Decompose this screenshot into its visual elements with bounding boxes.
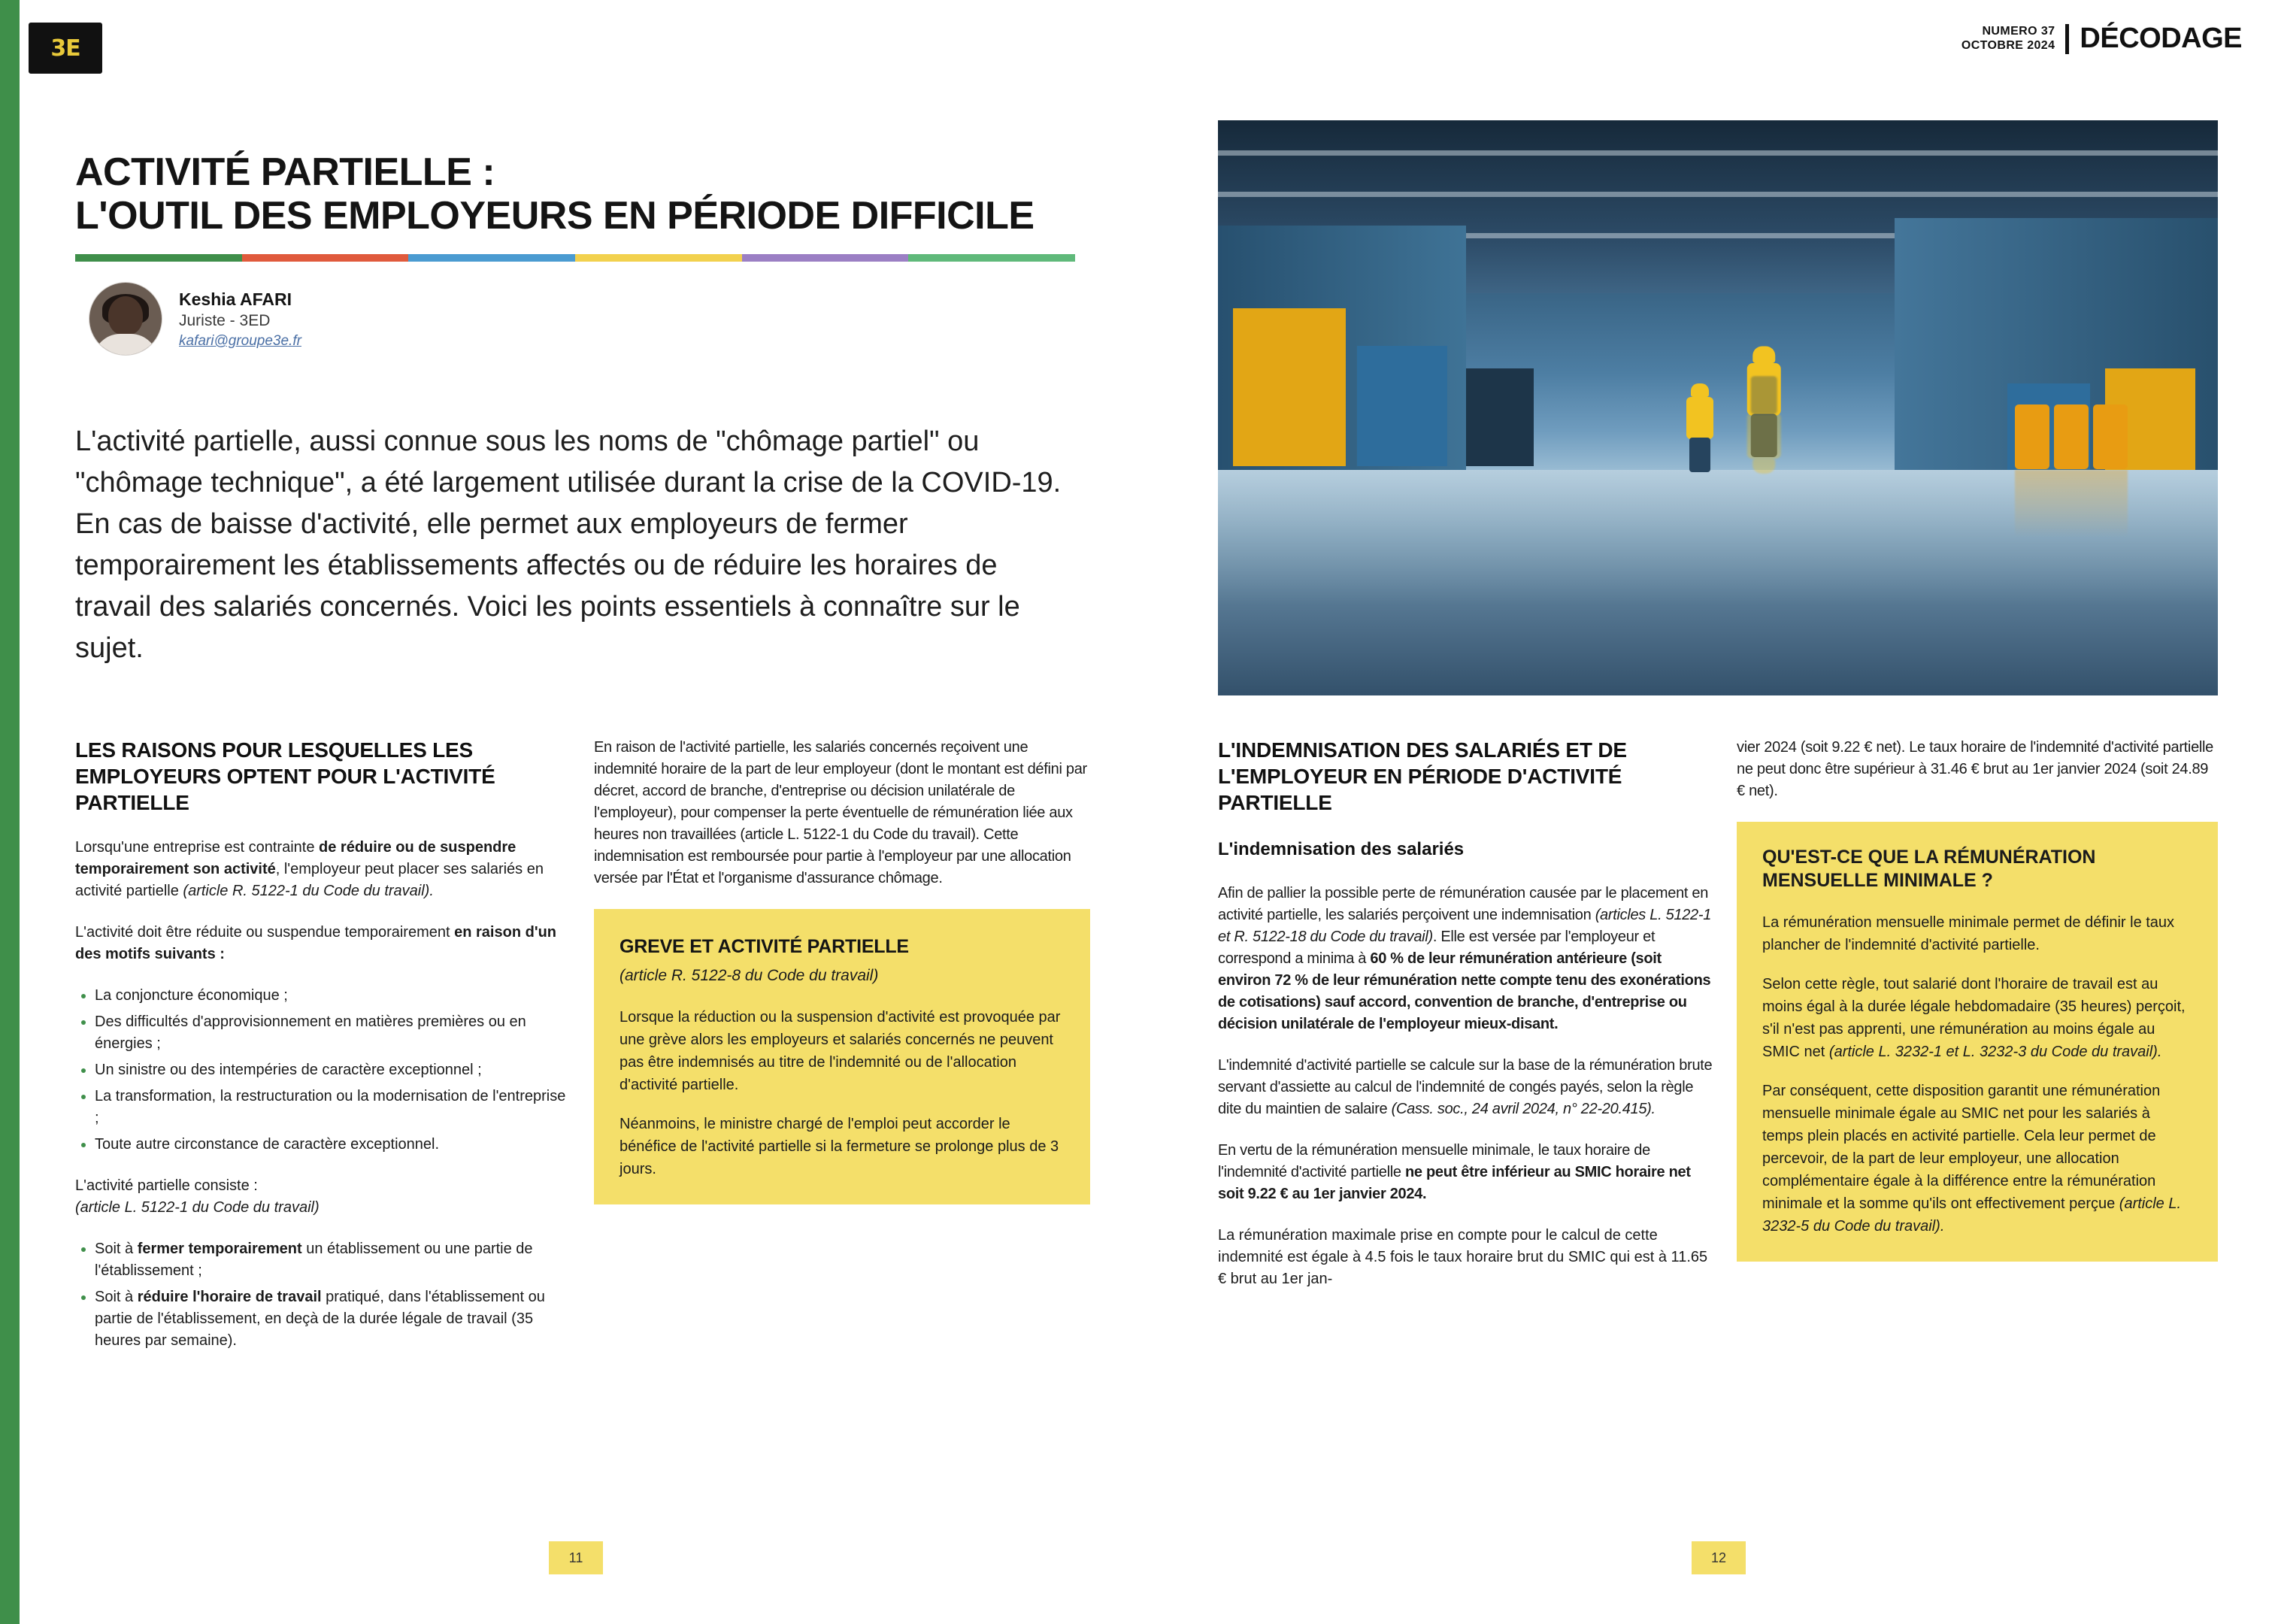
text-run: Afin de pallier la possible perte de rémunération causée par le placement en activité partielle, les salariés perçoivent une indemnisation [1218,884,1709,923]
text-run: L'activité doit être réduite ou suspendue temporairement [75,924,455,941]
list-item: • La conjoncture économique ; [95,985,571,1007]
avatar [89,282,162,356]
author-role: Juriste - 3ED [179,312,271,329]
brand-logo [29,23,102,74]
photo-barrel [2015,404,2049,469]
photo-worker [1684,383,1716,472]
text-run-bold: ne peut être inférieur au SMIC horaire net soit 9.22 € au 1er janvier 2024. [1218,1163,1691,1202]
author-name: Keshia AFARI [179,289,292,309]
avatar-body [93,334,158,356]
paragraph: La rémunération maximale prise en compte pour le calcul de cette indemnité est égale à 4.5 fois le taux horaire brut du SMIC qui est à 11.65 € brut au 1er jan- [1218,1226,1708,1287]
text-run-italic: (article L. 3232-1 et L. 3232-3 du Code du travail). [1828,1043,2162,1060]
photo-barrel [2054,404,2089,469]
text-run-italic: (article L. 3232-5 du Code du travail). [1762,1195,2182,1235]
reasons-list [75,985,571,1156]
text-run: L'indemnité d'activité partielle se calcule sur la base de la rémunération brute servant d'assiette au calcul de l'indemnité de congés payés, selon la règle dite du maintien de salaire [1218,1056,1713,1117]
photo-machine [1357,346,1447,466]
text-run-bold: de réduire ou de suspendre temporairement son activité [75,839,517,877]
callout-paragraph: La rémunération mensuelle minimale permet de définir le taux plancher de l'indemnité d'activité partielle. [1762,914,2175,953]
avatar-face [108,296,143,335]
callout-title: QU'EST-CE QUE LA RÉMUNÉRATION MENSUELLE MINIMALE ? [1762,847,2096,892]
text-run: Par conséquent, cette disposition garantit une rémunération mensuelle minimale égale au SMIC net pour les salariés à temps plein placés en activité partielle. Cela leur permet de percevoir, de la part de leur employeur, une allocation complémentaire égale à la différence entre la rémunération minimale et la somme qu'ils ont effectivement perçue [1762,1082,2161,1212]
text-run: Selon cette règle, tout salarié dont l'horaire de travail est au moins égal à la durée légale hebdomadaire (35 heures) perçoit, s'il n'est pas apprenti, une rémunération au moins égale au SMIC net [1762,975,2186,1060]
header-issue-number: NUMERO 37 [1982,25,2055,38]
section-heading-reasons: LES RAISONS POUR LESQUELLES LES EMPLOYEURS OPTENT POUR L'ACTIVITÉ PARTIELLE [75,738,495,814]
list-item: • Un sinistre ou des intempéries de caractère exceptionnel ; [95,1059,571,1081]
text-run-bold: fermer temporairement [137,1241,302,1257]
list-item [95,1238,571,1282]
subsection-heading-salaries: L'indemnisation des salariés [1218,839,1465,859]
column-3 [1218,737,1714,1310]
text-run: Lorsqu'une entreprise est contrainte [75,839,320,856]
rule-segment-orange [242,254,409,262]
header-section-label: DÉCODAGE [2080,23,2242,54]
text-run-bold: 60 % de leur rémunération antérieure (soit environ 72 % de leur rémunération nette compte tenu des exonérations de cotisations) sauf accord, convention de branche, d'entreprise ou décision unilatérale de l'employeur mieux-disant. [1218,950,1711,1032]
paragraph [75,837,571,902]
paragraph: En raison de l'activité partielle, les salariés concernés reçoivent une indemnité horaire de la part de leur employeur (dont le montant est défini par décret, accord de branche, d'entreprise ou décision unilatérale de l'employeur), pour compenser la perte éventuelle de rémunération liée aux heures non travaillées (article L. 5122-1 du Code du travail). Cette indemnisation est remboursée pour partie à l'employeur par une allocation versée par l'État et l'organisme d'assurance chômage. [594,739,1087,886]
paragraph [1218,1055,1714,1120]
text-run: pratiqué, dans l'établissement ou partie de l'établissement, en deçà de la durée légale de travail (35 heures par semaine). [95,1289,545,1349]
photo-worker-reflection [1744,376,1784,474]
text-run: , l'employeur peut placer ses salariés en activité partielle [75,861,544,899]
page-spine-accent [0,0,20,1624]
callout-minimum-monthly-pay [1737,822,2218,1262]
rule-segment-green2 [908,254,1075,262]
text-run: En vertu de la rémunération mensuelle minimale, le taux horaire de l'indemnité d'activité partielle [1218,1141,1650,1180]
photo-machine [1466,368,1534,466]
photo-beam [1218,150,2218,156]
callout-paragraph [1762,1080,2192,1238]
text-run: un établissement ou une partie de l'établissement ; [95,1241,533,1279]
header-divider [2065,24,2069,54]
header-issue-date: OCTOBRE 2024 [1961,38,2055,52]
page-title-line2: L'OUTIL DES EMPLOYEURS EN PÉRIODE DIFFICILE [75,194,1035,238]
text-run-bold: réduire l'horaire de travail [137,1289,322,1305]
rule-segment-yellow [575,254,742,262]
rule-segment-blue [408,254,575,262]
text-run: . Elle est versée par l'employeur et correspond a minima à [1218,928,1656,967]
text-run: Soit à [95,1289,138,1305]
author-block [89,282,301,356]
callout-paragraph: Lorsque la réduction ou la suspension d'activité est provoquée par une grève alors les employeurs et salariés concernés ne peuvent pas être indemnisés au titre de l'indemnité ou de l'allocation d'activité partielle. [619,1008,1061,1093]
photo-beam [1218,192,2218,197]
text-run: Soit à [95,1241,138,1257]
list-item [95,1286,571,1352]
text-run: L'activité partielle consiste : [75,1177,258,1194]
section-heading-indemnisation: L'INDEMNISATION DES SALARIÉS ET DE L'EMPLOYEUR EN PÉRIODE D'ACTIVITÉ PARTIELLE [1218,738,1627,814]
callout-caption: (article R. 5122-8 du Code du travail) [619,967,879,985]
paragraph [1218,883,1714,1035]
page-number-right: 12 [1692,1541,1746,1574]
list-item: • Toute autre circonstance de caractère exceptionnel. [95,1134,571,1156]
rule-segment-purple [742,254,909,262]
text-run-italic: (article L. 5122-1 du Code du travail) [75,1199,320,1216]
page-title [75,150,1128,238]
paragraph: vier 2024 (soit 9.22 € net). Le taux horaire de l'indemnité d'activité partielle ne peut donc être supérieur à 31.46 € brut au 1er janvier 2024 (soit 24.89 € net). [1737,739,2214,799]
text-run-italic: (article R. 5122-1 du Code du travail). [183,883,434,899]
article-standfirst: L'activité partielle, aussi connue sous les noms de "chômage partiel" ou "chômage technique", a été largement utilisée durant la crise de la COVID-19. En cas de baisse d'activité, elle permet aux employeurs de fermer temporairement les établissements affectés ou de réduire les horaires de travail des salariés concernés. Voici les points essentiels à connaître sur le sujet. [75,426,1062,665]
list-item: • La transformation, la restructuration ou la modernisation de l'entreprise ; [95,1086,571,1129]
header-issue-meta [1961,25,2055,53]
callout-title: GREVE ET ACTIVITÉ PARTIELLE [619,936,909,957]
callout-paragraph [1762,973,2192,1063]
page-number-left: 11 [549,1541,603,1574]
photo-barrel [2093,404,2128,469]
column-1 [75,737,571,1371]
column-2 [594,737,1090,1224]
paragraph [75,922,571,965]
author-email-link[interactable]: kafari@groupe3e.fr [179,333,301,349]
paragraph [75,1175,571,1219]
brand-logo-text: 3E [50,35,80,62]
forms-list [75,1238,571,1352]
text-run-italic: (Cass. soc., 24 avril 2024, n° 22-20.415). [1391,1100,1656,1117]
photo-barrel-reflection [2015,470,2128,538]
hero-photo [1218,120,2218,695]
column-4 [1737,737,2218,1262]
text-run-italic: (articles L. 5122-1 et R. 5122-18 du Code du travail) [1218,906,1712,945]
text-run-bold: en raison d'un des motifs suivants : [75,924,557,962]
page-title-line1: ACTIVITÉ PARTIELLE : [75,150,495,194]
callout-strike-partial-activity [594,909,1090,1204]
page-header [1961,23,2242,55]
photo-machine [1233,308,1346,466]
paragraph [1218,1140,1714,1205]
title-color-rule [75,254,1075,262]
rule-segment-green [75,254,242,262]
list-item: • Des difficultés d'approvisionnement en matières premières ou en énergies ; [95,1011,571,1055]
callout-paragraph: Néanmoins, le ministre chargé de l'emploi peut accorder le bénéfice de l'activité partielle si la fermeture se prolonge plus de 3 jours. [619,1115,1059,1177]
